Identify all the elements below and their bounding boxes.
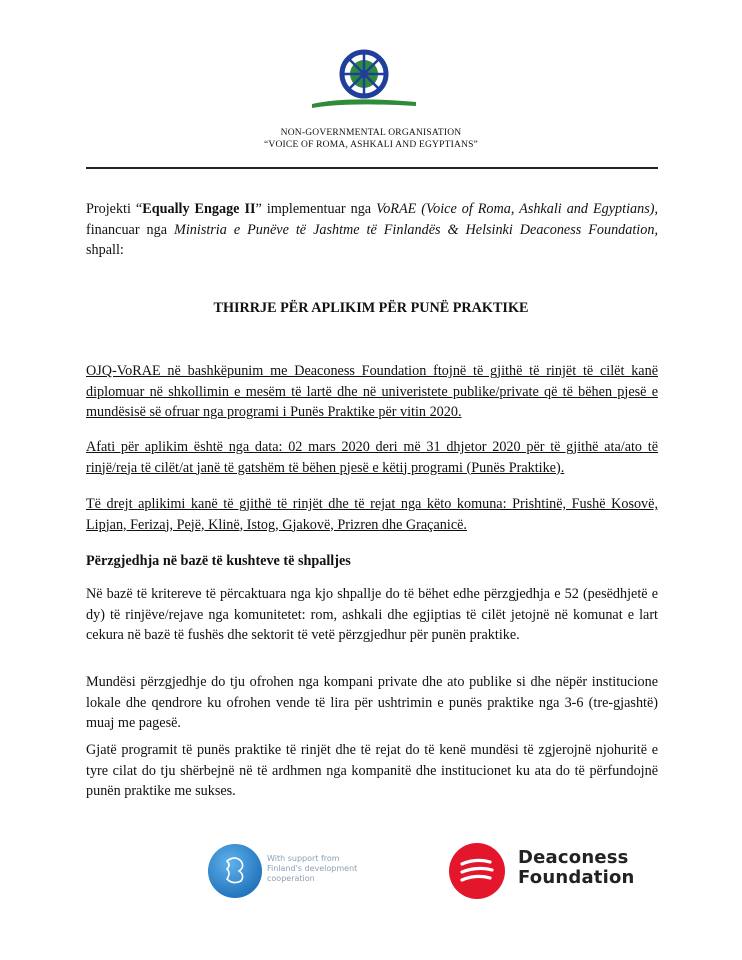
deaconess-line-2: Foundation xyxy=(518,867,635,888)
deaconess-line-1: Deaconess xyxy=(518,847,629,868)
intro-text-2: ” implementuar nga xyxy=(255,201,377,217)
funder-name: Ministria e Punëve të Jashtme të Finlandës & Helsinki Deaconess Foundation, xyxy=(174,221,658,238)
eligibility-paragraph: Të drejt aplikimi kanë të gjithë të rinjët dhe të rejat nga këto komuna: Prishtinë, Fushë Kosovë, Lipjan, Ferizaj, Pejë, Klinë, Istog, Gjakovë, Prizren dhe Graçanicë. xyxy=(86,496,658,533)
intro-paragraph xyxy=(86,199,658,261)
deaconess-emblem-icon xyxy=(448,842,506,900)
intro-text-1: Projekti “ xyxy=(86,201,143,217)
finland-emblem-icon xyxy=(207,843,263,899)
deaconess-foundation-logo xyxy=(448,842,648,900)
org-line-1: NON-GOVERNMENTAL ORGANISATION xyxy=(280,128,462,138)
header-divider xyxy=(86,167,658,169)
project-name: Equally Engage II xyxy=(142,201,256,217)
finland-cooperation-logo xyxy=(207,840,387,902)
org-line-2: “VOICE OF ROMA, ASHKALI AND EGYPTIANS” xyxy=(264,140,478,150)
outcome-paragraph: Gjatë programit të punës praktike të rinjët dhe të rejat do të kenë mundësi të zgjerojnë njohuritë e tyre cilat do tju shërbejnë në të ardhmen nga kompanitë dhe institucionet ku ata do të përfundojnë punën praktike me sukses. xyxy=(86,742,658,799)
deadline-paragraph: Afati për aplikim është nga data: 02 mars 2020 deri më 31 dhjetor 2020 për të gjithë ata/ato të rinjë/reja të cilët/at janë të gatshëm të bëhen pjesë e këtij programi (Punës Praktike). xyxy=(86,439,658,476)
org-name: VoRAE (Voice of Roma, Ashkali and Egyptians) xyxy=(376,201,655,217)
page-title: THIRRJE PËR APLIKIM PËR PUNË PRAKTIKE xyxy=(213,300,529,316)
finland-line-3: cooperation xyxy=(267,874,315,883)
organisation-header xyxy=(0,127,742,151)
deaconess-wordmark xyxy=(518,848,635,888)
vorae-logo xyxy=(308,40,420,112)
finland-line-1: With support from xyxy=(267,854,340,863)
finland-support-text xyxy=(267,854,357,884)
selection-subheading: Përzgjedhja në bazë të kushteve të shpalljes xyxy=(86,553,351,569)
finland-line-2: Finland's development xyxy=(267,864,358,873)
intro-text-3: , financuar nga xyxy=(86,201,659,238)
intro-text-4: shpall: xyxy=(86,242,124,258)
selection-paragraph: Në bazë të kritereve të përcaktuara nga kjo shpallje do të bëhet edhe përzgjedhja e 52 (pesëdhjetë e dy) të rinjëve/rejave nga komunitetet: rom, ashkali dhe egjiptias të cilët jetojnë në komunat e lart cekura në bazë të fushës dhe sektorit të vetë përzgjedhur për punën praktike. xyxy=(86,586,658,643)
invite-paragraph: OJQ-VoRAE në bashkëpunim me Deaconess Foundation ftojnë të gjithë të rinjët të cilët kanë diplomuar në shkollimin e mesëm të lartë dhe në univeristete publike/private që të bëhen pjesë e mundësisë së ofruar nga programi i Punës Praktike për vitin 2020. xyxy=(86,363,658,420)
offer-paragraph: Mundësi përzgjedhje do tju ofrohen nga kompani private dhe ato publike si dhe nëpër institucione lokale dhe qendrore ku ofrohen vende të lira për ushtrimin e punës praktike nga 3-6 (tre-gjashtë) muaj me pagesë. xyxy=(86,674,658,731)
